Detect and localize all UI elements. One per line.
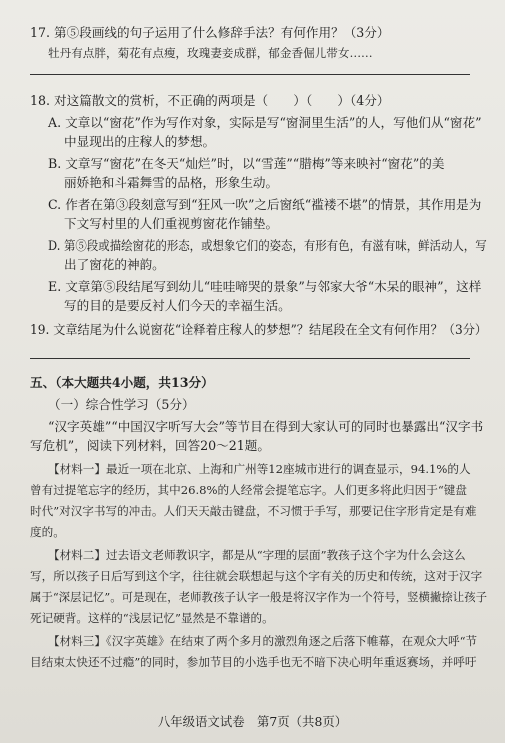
option-d-line-2: 出了窗花的神韵。 <box>64 257 165 272</box>
material-1-line-3: 时代”对汉字书写的冲击。人们天天敲击键盘，不习惯于手写，那要记住字形肯定是有难 <box>30 504 477 518</box>
option-d-line-1: D. 第⑤段或描绘窗花的形态，或想象它们的姿态，有形有色，有滋有味，鲜活动人，写 <box>48 238 487 253</box>
option-c-line-2: 下文写村里的人们重视剪窗花作铺垫。 <box>64 216 279 231</box>
subsection-heading: （一）综合性学习（5分） <box>48 397 195 412</box>
answer-line <box>30 74 470 75</box>
material-1-line-4: 度的。 <box>30 525 65 539</box>
material-2-line-2: 写，所以孩子日后写到这个字，往往就会联想起与这个字有关的历史和传统，这对于汉字 <box>30 569 483 583</box>
option-a-line-1: A. 文章以“窗花”作为写作对象，实际是写“窗洞里生活”的人，写他们从“窗花” <box>48 115 482 130</box>
material-3-line-1: 【材料三】《汉字英雄》在结束了两个多月的激烈角逐之后落下帷幕，在观众大呼“节 <box>48 634 478 648</box>
question-17-answer: 牡丹有点胖，菊花有点瘦，玫瑰妻妾成群，郁金香倔儿带女…… <box>48 46 373 60</box>
material-3-line-2: 目结束太快还不过瘾”的同时，参加节目的小选手也无不暗下决心明年重返赛场，并呼吁 <box>30 655 477 669</box>
option-b-line-2: 丽娇艳和斗霜舞雪的品格，形象生动。 <box>64 175 279 190</box>
material-1-line-1: 【材料一】最近一项在北京、上海和广州等12座城市进行的调查显示，94.1%的人 <box>48 462 471 476</box>
question-18: 18. 对这篇散文的赏析，不正确的两项是（ ）（ ）（4分） <box>30 93 390 108</box>
section-heading: 五、（本大题共4小题，共13分） <box>30 375 214 390</box>
question-17: 17. 第⑤段画线的句子运用了什么修辞手法？有何作用？（3分） <box>30 25 390 40</box>
option-c-line-1: C. 作者在第③段刻意写到“狂风一吹”之后窗纸“褴褛不堪”的情景，其作用是为 <box>48 197 482 212</box>
option-e-line-1: E. 文章第⑤段结尾写到幼儿“哇哇啼哭的景象”与邻家大爷“木呆的眼神”，这样 <box>48 279 482 294</box>
page-footer: 八年级语文试卷 第7页（共8页） <box>157 714 348 729</box>
option-b-line-1: B. 文章写“窗花”在冬天“灿烂”时，以“雪莲”“腊梅”等来映衬“窗花”的美 <box>48 156 445 171</box>
material-2-line-4: 死记硬背。这样的“浅层记忆”显然是不靠谱的。 <box>30 611 274 625</box>
option-a-line-2: 中显现出的庄稼人的梦想。 <box>64 134 216 149</box>
option-e-line-2: 写的目的是要反衬人们今天的幸福生活。 <box>64 298 291 313</box>
question-19: 19. 文章结尾为什么说窗花“诠释着庄稼人的梦想”？结尾段在全文有何作用？（3分） <box>30 322 488 337</box>
material-2-line-1: 【材料二】过去语文老师教识字，都是从“字理的层面”教孩子这个字为什么会这么 <box>48 548 466 562</box>
material-2-line-3: 属于“深层记忆”。可是现在，老师教孩子认字一般是将汉字作为一个符号，竖横撇捺让孩子 <box>30 590 488 604</box>
answer-line <box>30 358 470 359</box>
intro-line-2: 写危机”，阅读下列材料，回答20～21题。 <box>30 438 270 453</box>
intro-line-1: “汉字英雄”“中国汉字听写大会”等节目在得到大家认可的同时也暴露出“汉字书 <box>48 419 484 434</box>
material-1-line-2: 曾有过提笔忘字的经历，其中26.8%的人经常会提笔忘字。人们更多将此归因于“键盘 <box>30 483 467 497</box>
